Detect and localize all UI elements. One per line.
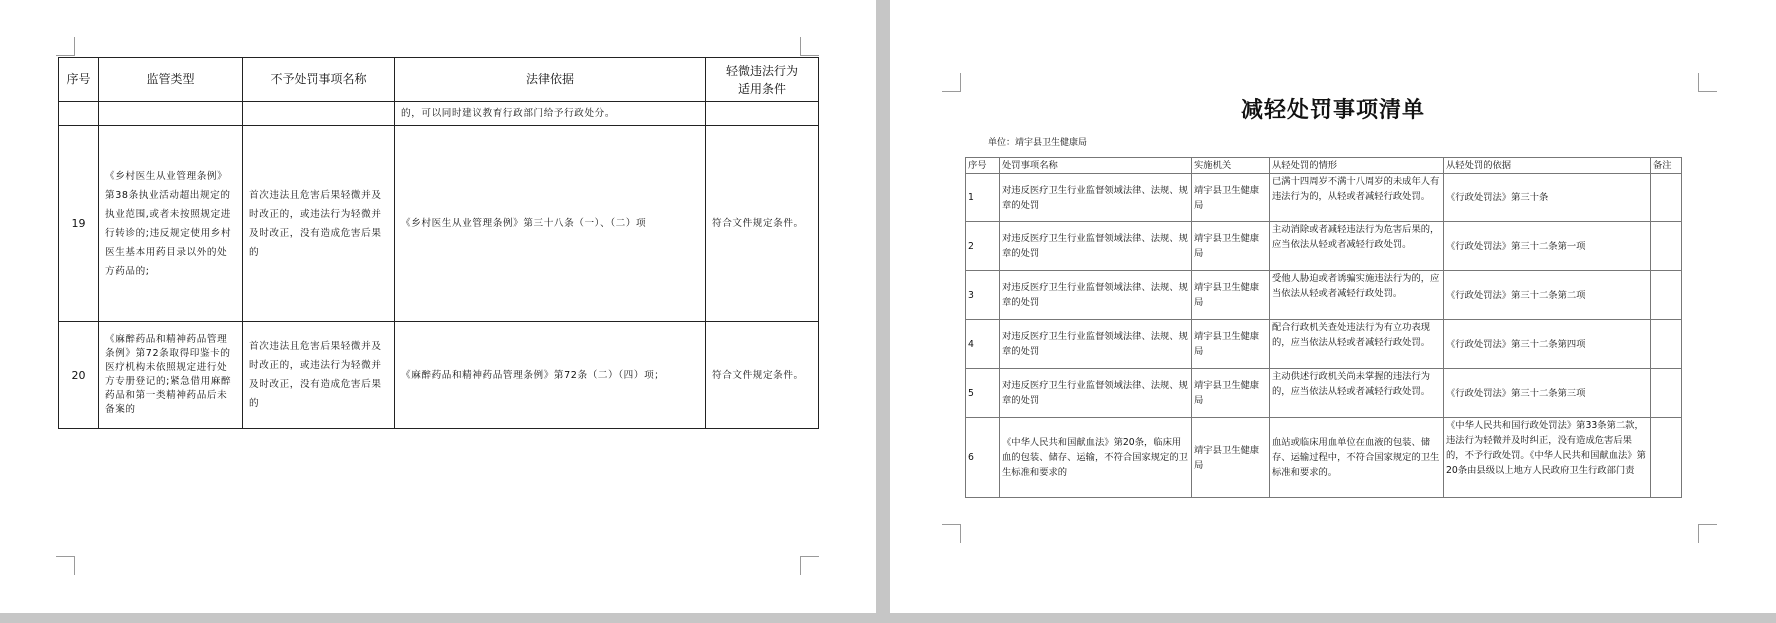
agency-cell: 靖宇县卫生健康局 [1192,369,1270,418]
basis-cell: 《行政处罚法》第三十二条第三项 [1444,369,1651,418]
continuation-cell [395,102,706,126]
row-number: 4 [966,320,1000,369]
agency-cell: 靖宇县卫生健康局 [1192,418,1270,498]
table-row [59,102,819,126]
reduced-penalty-table [965,157,1682,498]
header-cell: 备注 [1651,158,1682,174]
header-cell: 监管类型 [99,58,243,102]
item-name-cell: 对违反医疗卫生行业监督领域法律、法规、规章的处罚 [1000,369,1192,418]
basis-cell [1444,418,1651,498]
page-corner-marker [942,524,961,543]
note-cell [1651,320,1682,369]
basis-cell: 《行政处罚法》第三十二条第二项 [1444,271,1651,320]
page-corner-marker [1698,524,1717,543]
note-cell [1651,418,1682,498]
agency-cell: 靖宇县卫生健康局 [1192,271,1270,320]
table-cell [243,102,395,126]
header-cell: 从轻处罚的情形 [1270,158,1444,174]
table-row [966,418,1682,498]
table-row [966,320,1682,369]
row-number: 6 [966,418,1000,498]
item-name-cell: 首次违法且危害后果轻微并及时改正的，或违法行为轻微并及时改正，没有造成危害后果的 [243,322,395,429]
header-cell: 序号 [59,58,99,102]
page-corner-marker [56,556,75,575]
item-name-cell: 首次违法且危害后果轻微并及时改正的，或违法行为轻微并及时改正，没有造成危害后果的 [243,126,395,322]
table-row [59,322,819,429]
header-cell-text: 轻微违法行为 适用条件 [725,63,798,96]
legal-basis-cell: 《乡村医生从业管理条例》第三十八条（一）、（二）项 [395,126,706,322]
page-corner-marker [800,556,819,575]
row-number: 19 [59,126,99,322]
header-cell: 处罚事项名称 [1000,158,1192,174]
table-row [966,271,1682,320]
condition-cell: 符合文件规定条件。 [706,126,819,322]
header-cell: 从轻处罚的依据 [1444,158,1651,174]
situation-cell: 已满十四周岁不满十八周岁的未成年人有违法行为的，从轻或者减轻行政处罚。 [1270,174,1444,222]
agency-cell: 靖宇县卫生健康局 [1192,222,1270,271]
document-page-left [0,0,876,613]
page-corner-marker [942,73,961,92]
item-name-cell: 对违反医疗卫生行业监督领域法律、法规、规章的处罚 [1000,222,1192,271]
item-name-cell: 对违反医疗卫生行业监督领域法律、法规、规章的处罚 [1000,320,1192,369]
item-name-cell: 《中华人民共和国献血法》第20条，临床用血的包装、储存、运输，不符合国家规定的卫生标准和要求的 [1000,418,1192,498]
table-row [966,174,1682,222]
agency-cell: 靖宇县卫生健康局 [1192,174,1270,222]
table-row [966,369,1682,418]
situation-cell: 血站或临床用血单位在血液的包装、储存、运输过程中，不符合国家规定的卫生标准和要求的。 [1270,418,1444,498]
table-cell [59,102,99,126]
item-name-cell: 对违反医疗卫生行业监督领域法律、法规、规章的处罚 [1000,174,1192,222]
agency-cell: 靖宇县卫生健康局 [1192,320,1270,369]
situation-cell: 受他人胁迫或者诱骗实施违法行为的，应当依法从轻或者减轻行政处罚。 [1270,271,1444,320]
row-number: 5 [966,369,1000,418]
basis-cell: 《行政处罚法》第三十条 [1444,174,1651,222]
page-corner-marker [1698,73,1717,92]
basis-cell: 《行政处罚法》第三十二条第四项 [1444,320,1651,369]
header-cell: 序号 [966,158,1000,174]
note-cell [1651,271,1682,320]
header-cell [706,58,819,102]
legal-basis-cell: 《麻醉药品和精神药品管理条例》第72条（二）（四）项； [395,322,706,429]
note-cell [1651,222,1682,271]
row-number: 2 [966,222,1000,271]
table-row [966,222,1682,271]
basis-text: 《中华人民共和国行政处罚法》第33条第二款，违法行为轻微并及时纠正，没有造成危害后果的，不予行政处罚。《中华人民共和国献血法》第20条由县级以上地方人民政府卫生行政部门责 [1446,420,1646,476]
table-header-row [59,58,819,102]
penalty-exemption-table [58,57,819,429]
header-cell: 法律依据 [395,58,706,102]
table-row [59,126,819,322]
header-cell: 不予处罚事项名称 [243,58,395,102]
table-cell [99,102,243,126]
condition-cell: 符合文件规定条件。 [706,322,819,429]
row-number: 20 [59,322,99,429]
regulation-type-cell: 《乡村医生从业管理条例》第38条执业活动超出规定的执业范围,或者未按照规定进行转诊的;违反规定使用乡村医生基本用药目录以外的处方药品的; [99,126,243,322]
page-corner-marker [800,37,819,56]
page-corner-marker [56,37,75,56]
header-cell: 实施机关 [1192,158,1270,174]
regulation-type-cell: 《麻醉药品和精神药品管理条例》第72条取得印鉴卡的医疗机构未依照规定进行处方专册登记的;紧急借用麻醉药品和第一类精神药品后未备案的 [99,322,243,429]
situation-cell: 主动消除或者减轻违法行为危害后果的，应当依法从轻或者减轻行政处罚。 [1270,222,1444,271]
situation-cell: 主动供述行政机关尚未掌握的违法行为的，应当依法从轻或者减轻行政处罚。 [1270,369,1444,418]
basis-cell: 《行政处罚法》第三十二条第一项 [1444,222,1651,271]
document-page-right [890,0,1776,613]
unit-label: 单位：靖宇县卫生健康局 [988,138,1088,148]
table-cell [706,102,819,126]
row-number: 1 [966,174,1000,222]
situation-cell: 配合行政机关查处违法行为有立功表现的，应当依法从轻或者减轻行政处罚。 [1270,320,1444,369]
note-cell [1651,174,1682,222]
continuation-text: 的，可以同时建议教育行政部门给予行政处分。 [401,108,616,119]
item-name-cell: 对违反医疗卫生行业监督领域法律、法规、规章的处罚 [1000,271,1192,320]
table-header-row [966,158,1682,174]
row-number: 3 [966,271,1000,320]
page-title: 减轻处罚事项清单 [1240,97,1425,123]
note-cell [1651,369,1682,418]
